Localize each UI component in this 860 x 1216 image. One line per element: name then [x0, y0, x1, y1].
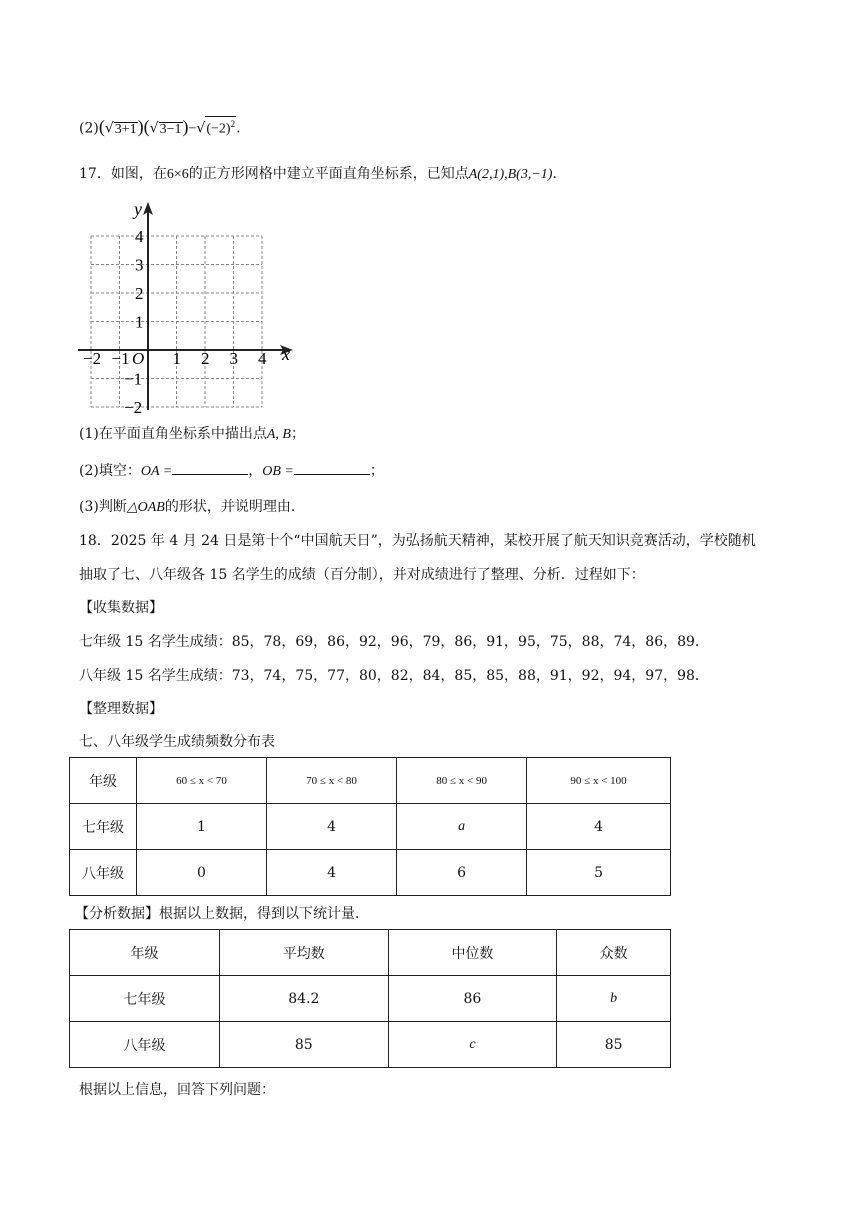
q17-part3 — [79, 496, 305, 516]
q16-end-mark: . — [236, 120, 241, 137]
q17-comma: , — [504, 167, 508, 182]
point-a-coord: A(2,1) — [468, 167, 505, 182]
table-cell: 八年级 — [70, 1022, 220, 1068]
table-cell: 0 — [137, 850, 267, 896]
table-cell: 86 — [388, 976, 557, 1022]
table-header: 80 ≤ x < 90 — [397, 758, 527, 804]
x-axis-label: x — [282, 344, 290, 364]
table-cell: 6 — [397, 850, 527, 896]
y-tick-labels — [124, 227, 144, 413]
part3-rest: 的形状，并说明理由． — [164, 499, 305, 515]
table-cell: 1 — [137, 804, 267, 850]
grade7-scores: 七年级 15 名学生成绩：85，78，69，86，92，96，79，86，91，95，75，88，74，86，89． — [79, 634, 709, 650]
q17-stem — [79, 163, 566, 183]
y-tick-label: 3 — [135, 255, 144, 275]
freq-table-title: 七、八年级学生成绩频数分布表 — [79, 734, 275, 750]
triangle-oab: △OAB — [126, 500, 165, 515]
q18-stem-line2: 抽取了七、八年级各 15 名学生的成绩（百分制），并对成绩进行了整理、分析．过程如下： — [79, 567, 645, 583]
frequency-table — [69, 757, 671, 896]
x-tick-label: 1 — [172, 349, 181, 368]
y-tick-label: 4 — [135, 227, 144, 246]
grade8-scores: 八年级 15 名学生成绩：73，74，75，77，80，82，84，85，85，88，91，92，94，97，98． — [79, 668, 709, 684]
y-tick-label: 2 — [135, 284, 144, 303]
table-header: 60 ≤ x < 70 — [137, 758, 267, 804]
table-header: 年级 — [70, 930, 220, 976]
sqrt3-minus-1: 3−1 — [159, 121, 182, 137]
grid-size: 6×6 — [166, 167, 189, 182]
oa-label: OA = — [140, 464, 173, 479]
table-header: 70 ≤ x < 80 — [267, 758, 397, 804]
table-header: 年级 — [70, 758, 137, 804]
q17-part1 — [79, 423, 305, 443]
table-row — [70, 804, 671, 850]
closing-line: 根据以上信息，回答下列问题： — [79, 1082, 275, 1098]
part2-separator: ， — [248, 463, 263, 479]
table-cell: 5 — [527, 850, 671, 896]
y-tick-label: 1 — [135, 312, 144, 332]
collect-data-heading: 【收集数据】 — [79, 600, 163, 616]
y-axis-label: y — [134, 199, 142, 219]
statistics-table — [69, 929, 671, 1068]
table-cell: 85 — [220, 1022, 389, 1068]
q17-stem-prefix: 17．如图，在 — [79, 166, 167, 182]
coordinate-grid — [76, 198, 296, 413]
x-tick-label: 3 — [229, 349, 238, 368]
table-header: 中位数 — [388, 930, 557, 976]
table-row — [70, 930, 671, 976]
grid-lines — [91, 236, 262, 407]
y-tick-label: −2 — [124, 398, 143, 413]
exponent-2: 2 — [230, 119, 236, 129]
table-cell: 84.2 — [220, 976, 389, 1022]
y-tick-label: −1 — [124, 369, 143, 389]
table-cell: 85 — [557, 1022, 671, 1068]
part1-prefix: (1)在平面直角坐标系中描出点 — [79, 426, 267, 442]
x-tick-label: 4 — [258, 349, 267, 368]
table-header: 平均数 — [220, 930, 389, 976]
q17-end: ． — [552, 166, 567, 182]
table-cell: 八年级 — [70, 850, 137, 896]
table-cell: a — [397, 804, 527, 850]
q18-stem-line1: 18．2025 年 4 月 24 日是第十个“中国航天日”，为弘扬航天精神，某校开展了航天知识竞赛活动，学校随机 — [79, 533, 756, 549]
table-header: 众数 — [557, 930, 671, 976]
analysis-line: 【分析数据】根据以上数据，得到以下统计量． — [75, 906, 369, 922]
table-cell: 4 — [527, 804, 671, 850]
oa-answer-blank[interactable] — [172, 462, 248, 475]
table-row — [70, 976, 671, 1022]
q16-part2-expression: $(2)(√3+1)(√3-1)-√(-2)^2$. — [79, 116, 241, 137]
x-tick-label: −2 — [83, 349, 102, 368]
x-tick-label: 2 — [201, 349, 210, 368]
table-header: 90 ≤ x < 100 — [527, 758, 671, 804]
table-cell: b — [557, 976, 671, 1022]
table-row — [70, 758, 671, 804]
part1-points: A, B — [266, 427, 291, 442]
neg2-base: (−2) — [206, 121, 231, 137]
part2-prefix: (2)填空： — [79, 463, 141, 479]
neg2-squared — [205, 116, 236, 137]
q17-part2 — [79, 460, 384, 480]
ob-label: OB = — [262, 464, 294, 479]
q17-stem-mid: 的正方形网格中建立平面直角坐标系，已知点 — [188, 166, 469, 182]
point-b-coord: B(3,−1) — [507, 167, 553, 182]
table-cell: c — [388, 1022, 557, 1068]
q16-part2-label: (2) — [79, 120, 99, 137]
part1-end: ； — [290, 426, 305, 442]
part3-prefix: (3)判断 — [79, 499, 127, 515]
table-cell: 4 — [267, 850, 397, 896]
x-tick-label: −1 — [111, 349, 130, 368]
table-row — [70, 850, 671, 896]
table-cell: 七年级 — [70, 804, 137, 850]
organize-data-heading: 【整理数据】 — [79, 701, 163, 717]
ob-answer-blank[interactable] — [294, 462, 370, 475]
table-cell: 七年级 — [70, 976, 220, 1022]
minus-sign: − — [188, 121, 197, 137]
table-row — [70, 1022, 671, 1068]
part2-end: ； — [369, 463, 384, 479]
sqrt3-plus-1: 3+1 — [114, 121, 137, 137]
x-tick-labels — [83, 349, 267, 368]
table-cell: 4 — [267, 804, 397, 850]
origin-label: O — [132, 349, 145, 368]
